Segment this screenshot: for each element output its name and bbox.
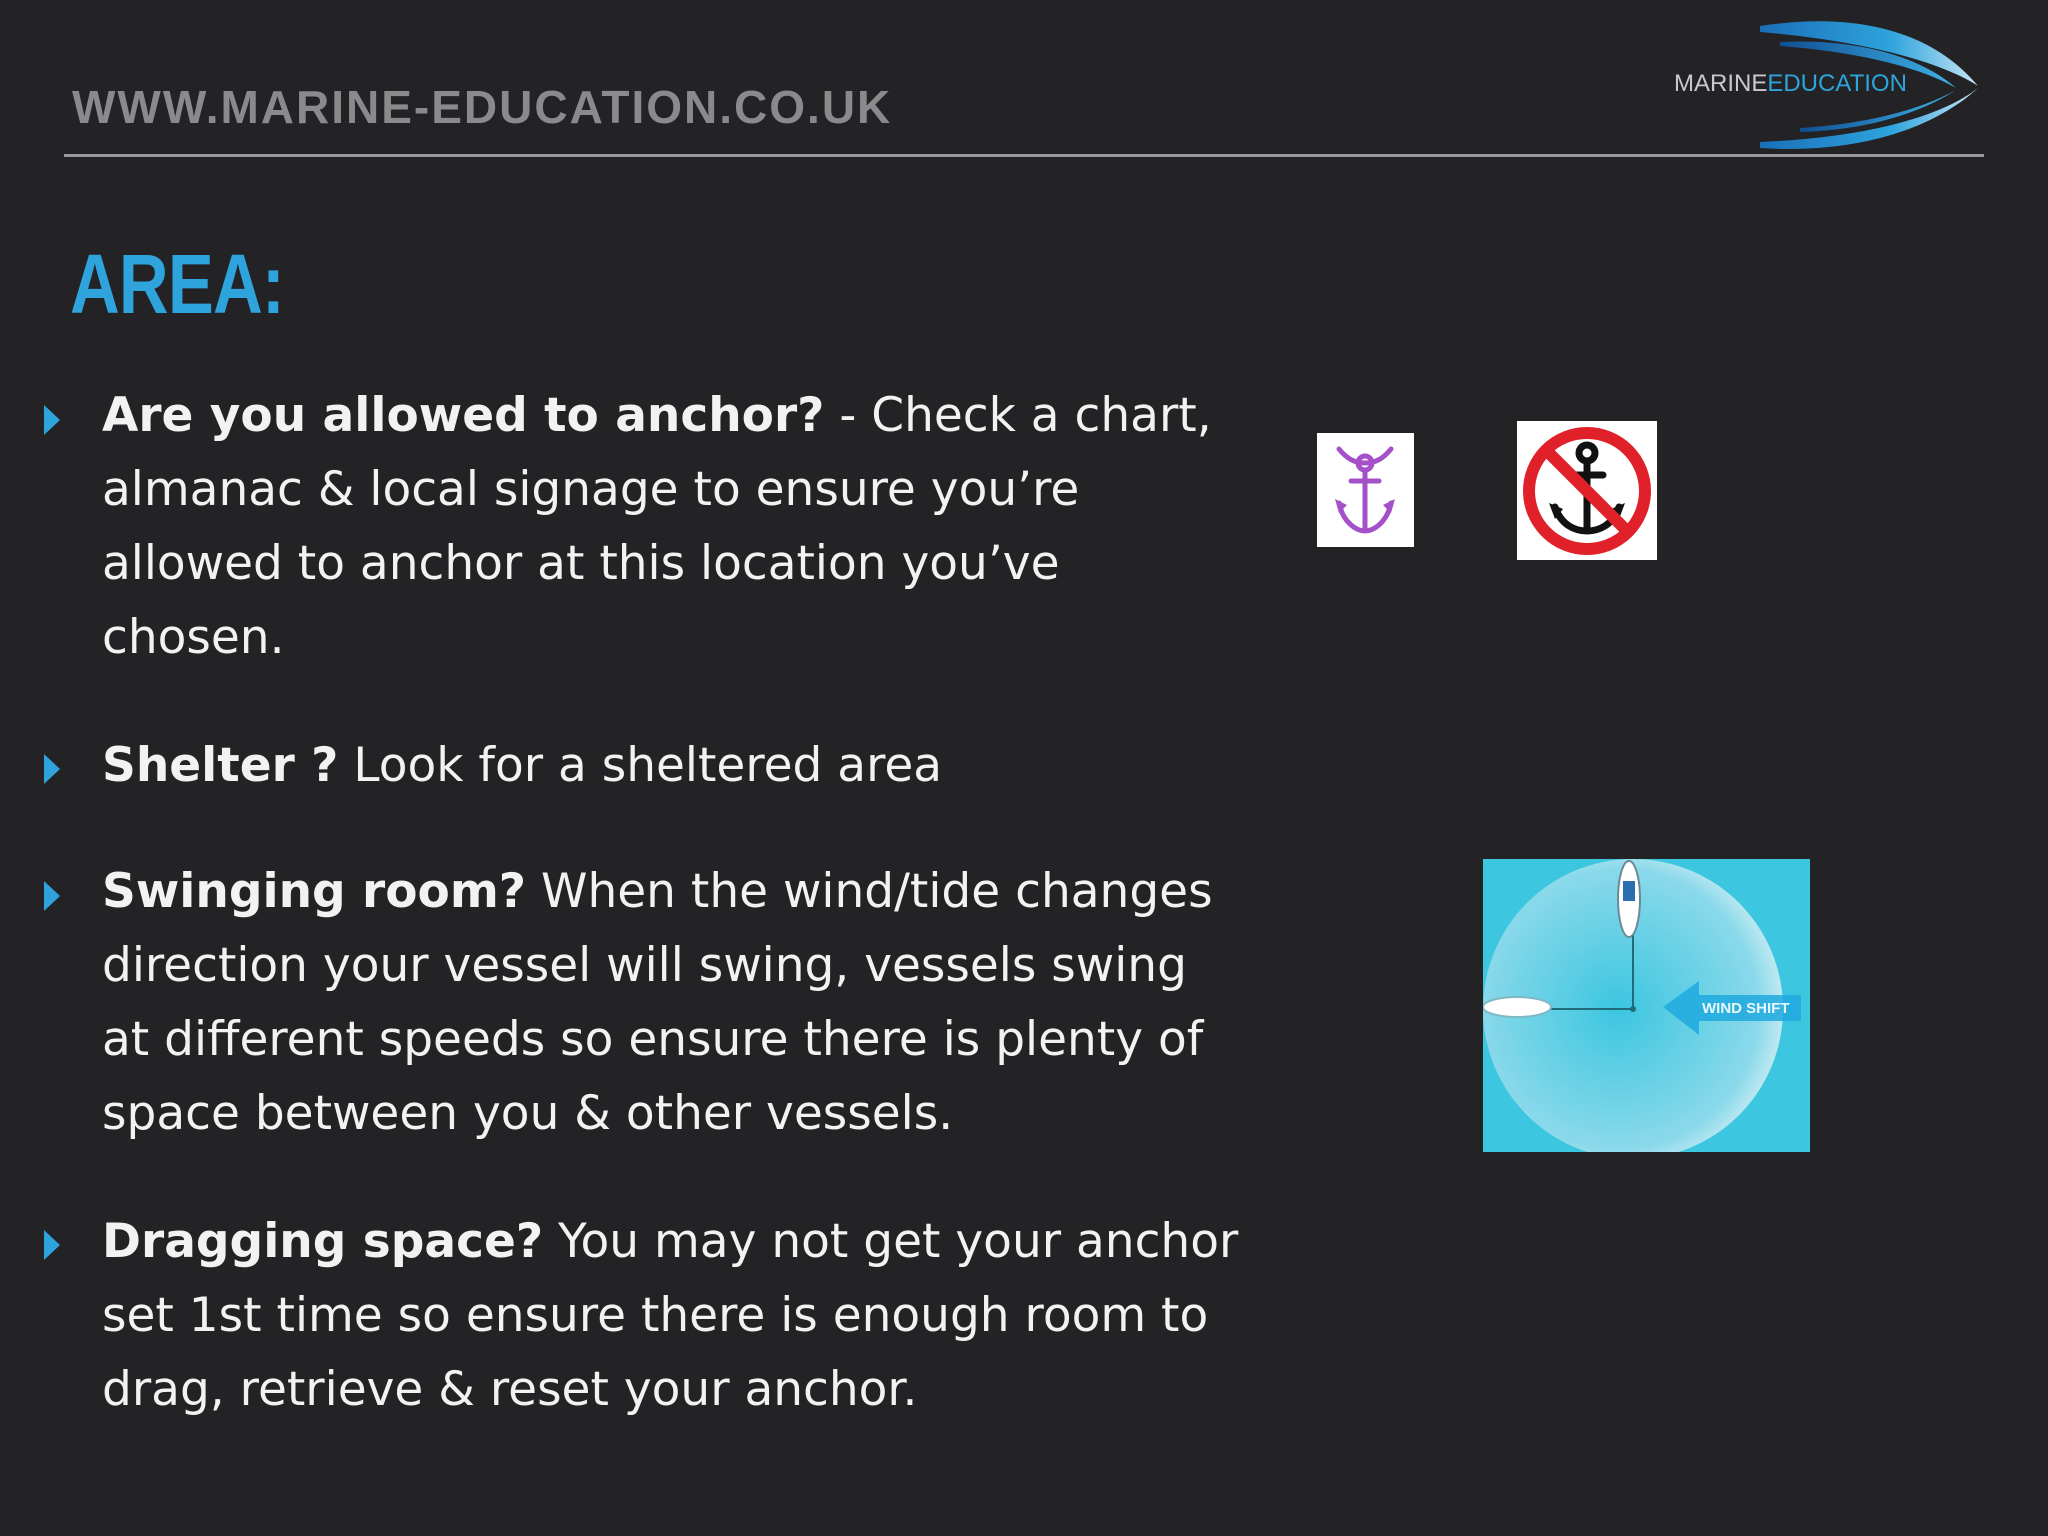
slide-title: AREA: [70, 237, 285, 331]
bullet-marker-icon [44, 754, 60, 784]
website-url: WWW.MARINE-EDUCATION.CO.UK [72, 81, 893, 133]
bullet-lead: Shelter ? [102, 738, 339, 793]
bullet-item [102, 729, 1242, 803]
bullet-marker-icon [44, 881, 60, 911]
logo-word-marine: MARINE [1674, 70, 1768, 97]
bullet-text: Look for a sheltered area [338, 738, 943, 793]
bullet-item [102, 855, 1242, 1151]
no-anchoring-icon [1517, 421, 1657, 560]
swinging-room-diagram [1483, 859, 1810, 1152]
bullet-lead: Dragging space? [102, 1214, 544, 1269]
swing-circle-diagram [1483, 859, 1810, 1152]
bullet-lead: Swinging room? [102, 864, 527, 919]
bullet-item [102, 379, 1242, 675]
anchorage-symbol-image [1317, 433, 1414, 547]
bullet-item [102, 1205, 1242, 1427]
bullet-text: When the wind/tide changes direction your vessel will swing, vessels swing at different speeds so ensure there is plenty of space between you & other vessels. [102, 864, 1213, 1141]
header-divider [64, 154, 1984, 157]
wind-shift-label: WIND SHIFT [1702, 1000, 1790, 1017]
logo-wordmark [1674, 70, 1907, 98]
logo-word-education: EDUCATION [1767, 70, 1907, 97]
bullet-lead: Are you allowed to anchor? [102, 388, 825, 443]
bullet-text: - Check a chart, almanac & local signage to ensure you’re allowed to anchor at this location you’ve chosen. [102, 388, 1212, 665]
bullet-marker-icon [44, 1230, 60, 1260]
bullet-marker-icon [44, 405, 60, 435]
anchor-symbol-icon [1317, 433, 1414, 547]
marine-education-logo [1660, 8, 1990, 158]
no-anchoring-sign-image [1517, 421, 1657, 560]
bullet-text: You may not get your anchor set 1st time so ensure there is enough room to drag, retrieve & reset your anchor. [102, 1214, 1239, 1417]
